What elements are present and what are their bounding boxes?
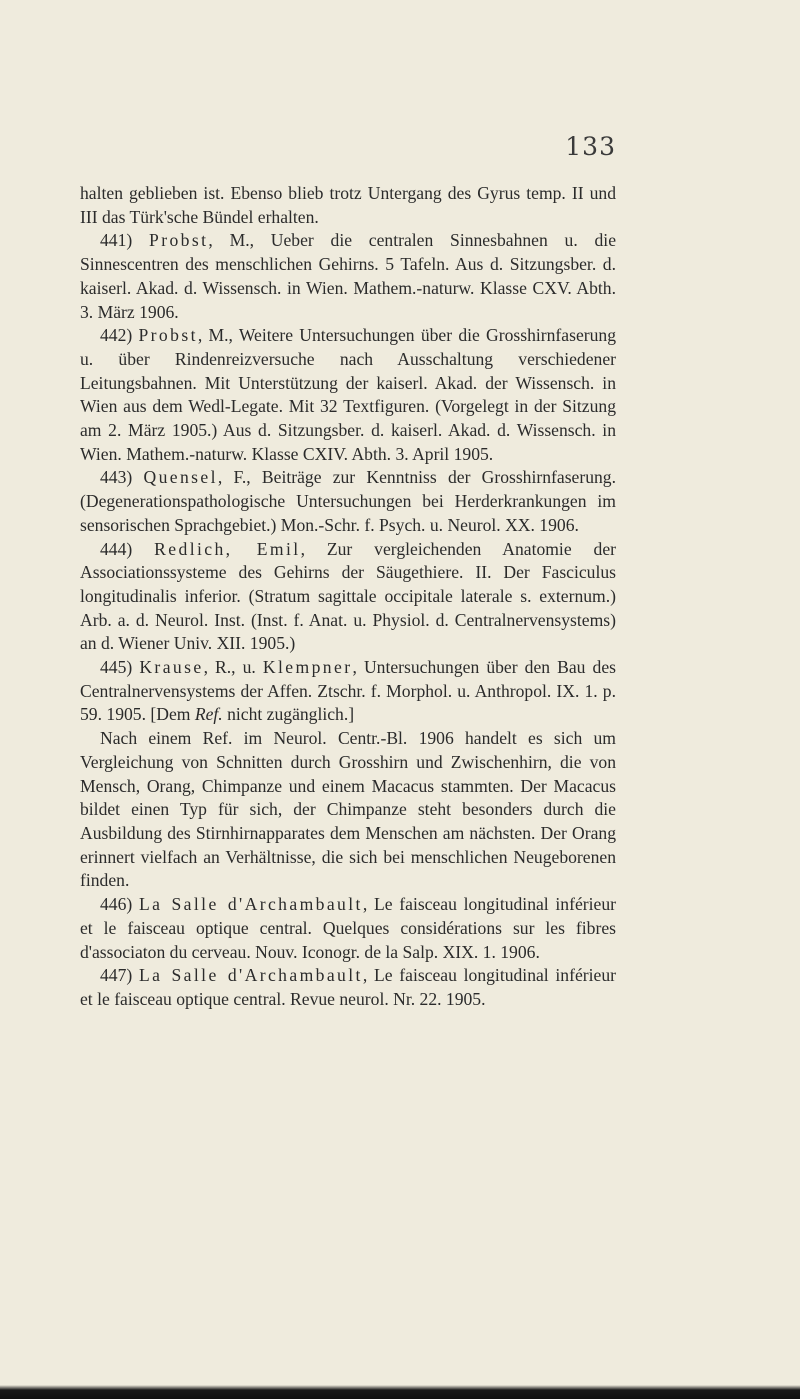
ref-label: Ref. — [194, 704, 223, 725]
reference-author: Redlich, Emil — [154, 538, 301, 559]
reference-number: 443) — [100, 467, 133, 488]
ref-note: nicht zugänglich.] — [222, 704, 355, 725]
reference-number: 444) — [100, 538, 133, 559]
paragraph-continuation: halten geblieben ist. Ebenso blieb trotz Untergang des Gyrus temp. II und III das Türk'sche Bündel erhalten. — [80, 183, 616, 227]
reference-text: , Untersuchungen über den Bau des Centralnervensystems der Affen. Ztschr. f. Morphol. u. Anthropol. IX. 1. p. 59. 1905. [Dem — [80, 657, 616, 725]
reference-444 — [80, 538, 616, 657]
reference-text: , M., Ueber die centralen Sinnesbahnen u. die Sinnescentren des menschlichen Gehirns. 5 Tafeln. Aus d. Sitzungsber. d. kaiserl. Akad. d. Wissensch. in Wien. Mathem.-naturw. Klasse CXV. Abth. 3. März 1906. — [80, 230, 617, 322]
reference-text-joiner: , R., u. — [203, 657, 263, 678]
reference-number: 441) — [100, 230, 133, 251]
reference-441 — [80, 229, 616, 324]
reference-author: Quensel — [143, 467, 218, 488]
page-number: 133 — [565, 132, 616, 161]
paragraph-summary: Nach einem Ref. im Neurol. Centr.-Bl. 1906 handelt es sich um Vergleichung von Schnitten durch Grosshirn und Zwischenhirn, die von Mensch, Orang, Chimpanze und einem Macacus stammten. Der Macacus bildet einen Typ für sich, der Chimpanze steht besonders durch die Ausbildung des Stirnhirnapparates dem Menschen am nächsten. Der Orang erinnert vielfach an Verhältnisse, die sich bei menschlichen Neugeborenen finden. — [80, 728, 616, 891]
page-bottom-edge — [0, 1385, 800, 1399]
reference-author: Krause — [139, 657, 204, 678]
reference-text: , Le faisceau longitudinal inférieur et le faisceau optique central. Quelques considérations sur les fibres d'associaton du cerveau. Nouv. Iconogr. de la Salp. XIX. 1. 1906. — [80, 894, 616, 962]
reference-text: , Zur vergleichenden Anatomie der Associationssysteme des Gehirns der Säugethiere. II. Der Fasciculus longitudinalis inferior. (Stratum sagittale occipitale laterale s. externum.) Arb. a. d. Neurol. Inst. (Inst. f. Anat. u. Physiol. d. Centralnervensystems) an d. Wiener Univ. XII. 1905.) — [80, 538, 616, 654]
reference-author: La Salle d'Archambault — [139, 965, 363, 986]
reference-author: Probst — [149, 230, 209, 251]
reference-number: 446) — [100, 894, 133, 915]
reference-text: , Le faisceau longitudinal inférieur et le faisceau optique central. Revue neurol. Nr. 22. 1905. — [80, 965, 616, 1009]
reference-author-2: Klempner — [262, 657, 353, 678]
reference-number: 447) — [100, 965, 133, 986]
reference-author: La Salle d'Archambault — [139, 894, 363, 915]
reference-446 — [80, 893, 616, 964]
reference-number: 445) — [100, 657, 133, 678]
reference-text: , F., Beiträge zur Kenntniss der Grosshirnfaserung. (Degenerationspathologische Untersuchungen bei Herderkrankungen im sensorischen Sprachgebiet.) Mon.-Schr. f. Psych. u. Neurol. XX. 1906. — [80, 467, 616, 535]
reference-445 — [80, 656, 616, 727]
reference-447 — [80, 964, 616, 1011]
reference-442 — [80, 324, 616, 466]
reference-number: 442) — [100, 325, 133, 346]
reference-text: , M., Weitere Untersuchungen über die Grosshirnfaserung u. über Rindenreizversuche nach Ausschaltung verschiedener Leitungsbahnen. Mit Unterstützung der kaiserl. Akad. der Wissensch. in Wien aus dem Wedl-Legate. Mit 32 Textfiguren. (Vorgelegt in der Sitzung am 2. März 1905.) Aus d. Sitzungsber. d. kaiserl. Akad. d. Wissensch. in Wien. Mathem.-naturw. Klasse CXIV. Abth. 3. April 1905. — [80, 325, 616, 464]
text-column — [80, 182, 616, 1012]
reference-443 — [80, 466, 616, 537]
reference-author: Probst — [138, 325, 198, 346]
